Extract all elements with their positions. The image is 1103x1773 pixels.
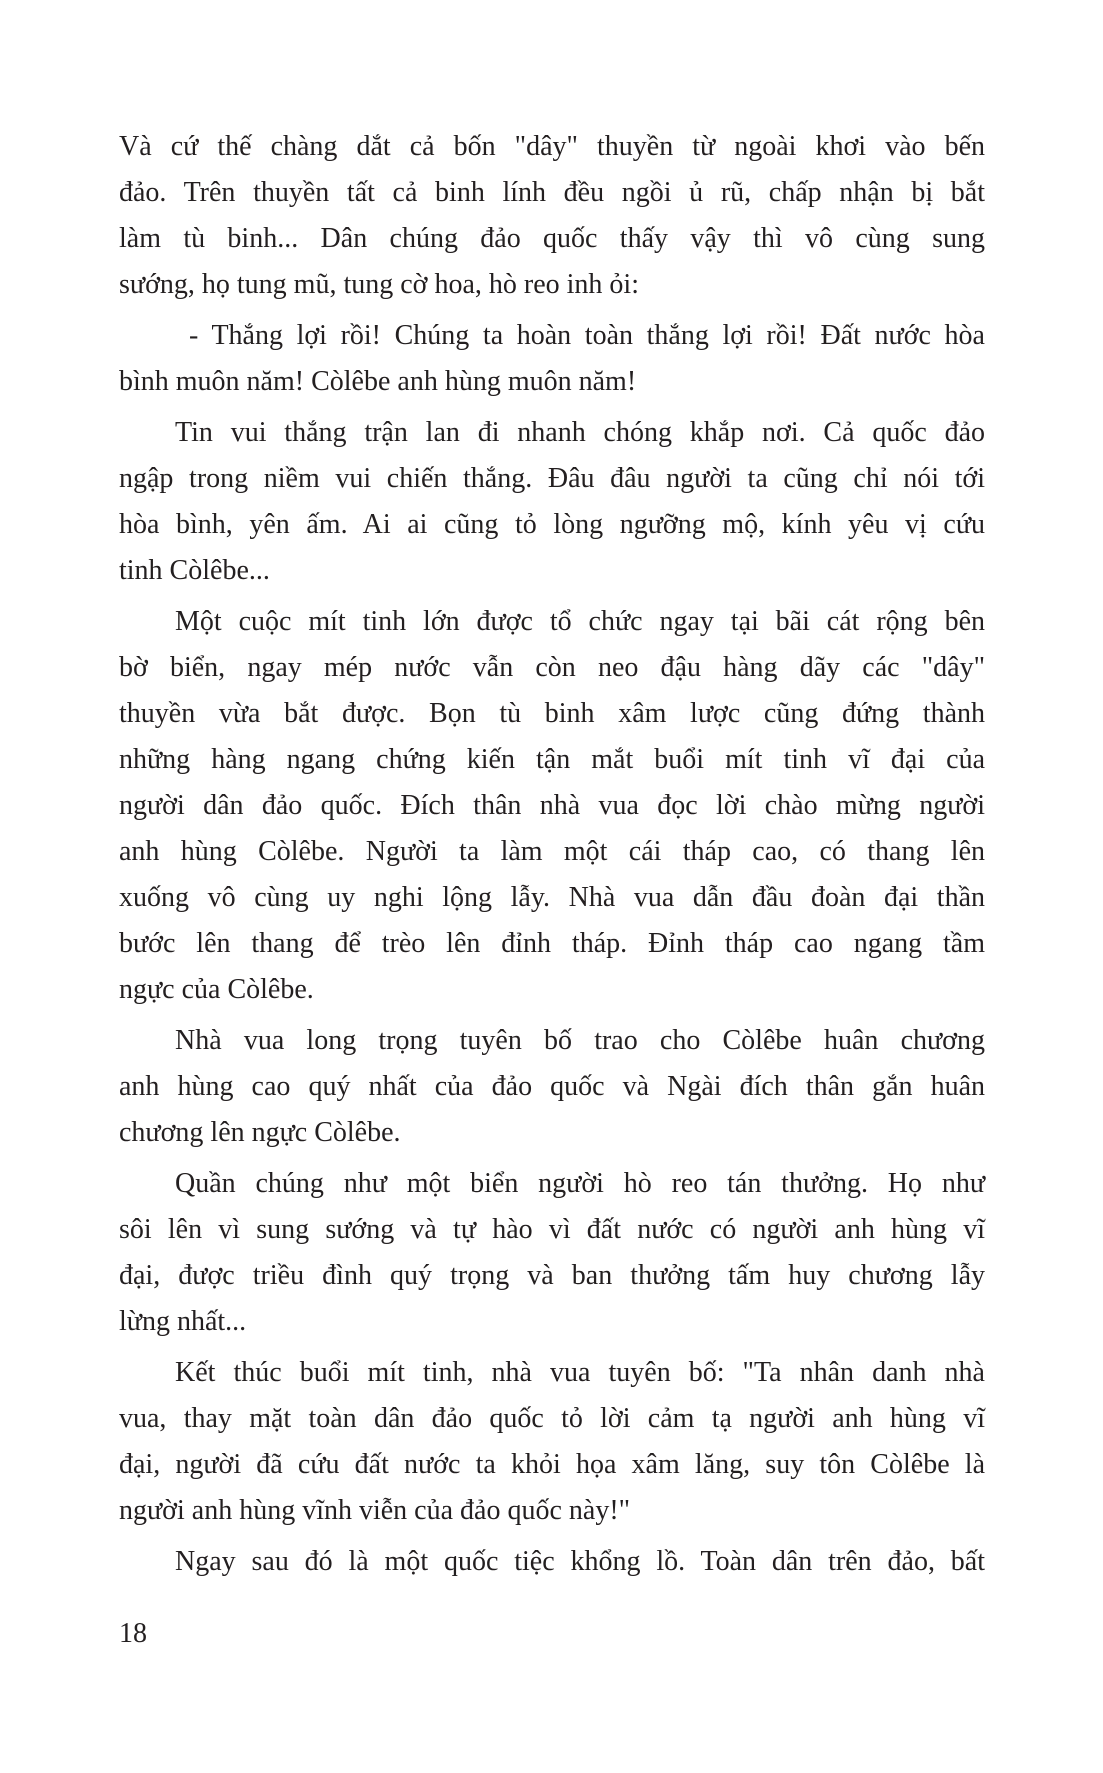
- text-line: ngực của Còlêbe.: [119, 974, 314, 1005]
- text-line: anh hùng Còlêbe. Người ta làm một cái tháp cao, có thang lên: [119, 836, 985, 867]
- text-line: Kết thúc buổi mít tinh, nhà vua tuyên bố: "Ta nhân danh nhà: [175, 1357, 985, 1388]
- text-line: những hàng ngang chứng kiến tận mắt buổi mít tinh vĩ đại của: [119, 744, 985, 775]
- text-line: Quần chúng như một biển người hò reo tán thưởng. Họ như: [175, 1168, 985, 1199]
- paragraph: [119, 124, 985, 308]
- text-line: sôi lên vì sung sướng và tự hào vì đất nước có người anh hùng vĩ: [119, 1214, 985, 1245]
- text-line: hòa bình, yên ấm. Ai ai cũng tỏ lòng ngưỡng mộ, kính yêu vị cứu: [119, 509, 985, 540]
- text-line: người anh hùng vĩnh viễn của đảo quốc này!": [119, 1495, 631, 1526]
- paragraph-dialogue: [119, 313, 985, 405]
- paragraph: [119, 410, 985, 594]
- text-line: thuyền vừa bắt được. Bọn tù binh xâm lược cũng đứng thành: [119, 698, 985, 729]
- text-line: đại, người đã cứu đất nước ta khỏi họa xâm lăng, suy tôn Còlêbe là: [119, 1449, 985, 1480]
- text-line: anh hùng cao quý nhất của đảo quốc và Ngài đích thân gắn huân: [119, 1071, 985, 1102]
- text-line: - Thắng lợi rồi! Chúng ta hoàn toàn thắng lợi rồi! Đất nước hòa: [189, 320, 985, 351]
- paragraph: [119, 599, 985, 1013]
- text-line: chương lên ngực Còlêbe.: [119, 1117, 401, 1148]
- text-line: bờ biển, ngay mép nước vẫn còn neo đậu hàng dãy các "dây": [119, 652, 985, 683]
- page-body-text: [119, 124, 985, 1590]
- text-line: làm tù binh... Dân chúng đảo quốc thấy vậy thì vô cùng sung: [119, 223, 985, 254]
- text-line: bình muôn năm! Còlêbe anh hùng muôn năm!: [119, 366, 637, 397]
- text-line: Và cứ thế chàng dắt cả bốn "dây" thuyền từ ngoài khơi vào bến: [119, 131, 985, 162]
- text-line: đại, được triều đình quý trọng và ban thưởng tấm huy chương lẫy: [119, 1260, 985, 1291]
- paragraph: [119, 1018, 985, 1156]
- paragraph: [119, 1161, 985, 1345]
- text-line: ngập trong niềm vui chiến thắng. Đâu đâu người ta cũng chỉ nói tới: [119, 463, 985, 494]
- text-line: Tin vui thắng trận lan đi nhanh chóng khắp nơi. Cả quốc đảo: [175, 417, 985, 448]
- text-line: người dân đảo quốc. Đích thân nhà vua đọc lời chào mừng người: [119, 790, 985, 821]
- text-line: tinh Còlêbe...: [119, 555, 270, 586]
- text-line: Nhà vua long trọng tuyên bố trao cho Còlêbe huân chương: [175, 1025, 985, 1056]
- paragraph: [119, 1539, 985, 1585]
- text-line: vua, thay mặt toàn dân đảo quốc tỏ lời cảm tạ người anh hùng vĩ: [119, 1403, 985, 1434]
- text-line: đảo. Trên thuyền tất cả binh lính đều ngồi ủ rũ, chấp nhận bị bắt: [119, 177, 985, 208]
- text-line: Ngay sau đó là một quốc tiệc khổng lồ. Toàn dân trên đảo, bất: [175, 1546, 985, 1577]
- text-line: Một cuộc mít tinh lớn được tổ chức ngay tại bãi cát rộng bên: [175, 606, 985, 637]
- text-line: xuống vô cùng uy nghi lộng lẫy. Nhà vua dẫn đầu đoàn đại thần: [119, 882, 985, 913]
- text-line: sướng, họ tung mũ, tung cờ hoa, hò reo inh ỏi:: [119, 269, 639, 300]
- text-line: bước lên thang để trèo lên đỉnh tháp. Đỉnh tháp cao ngang tầm: [119, 928, 985, 959]
- text-line: lừng nhất...: [119, 1306, 247, 1337]
- paragraph: [119, 1350, 985, 1534]
- page-number: 18: [119, 1618, 147, 1649]
